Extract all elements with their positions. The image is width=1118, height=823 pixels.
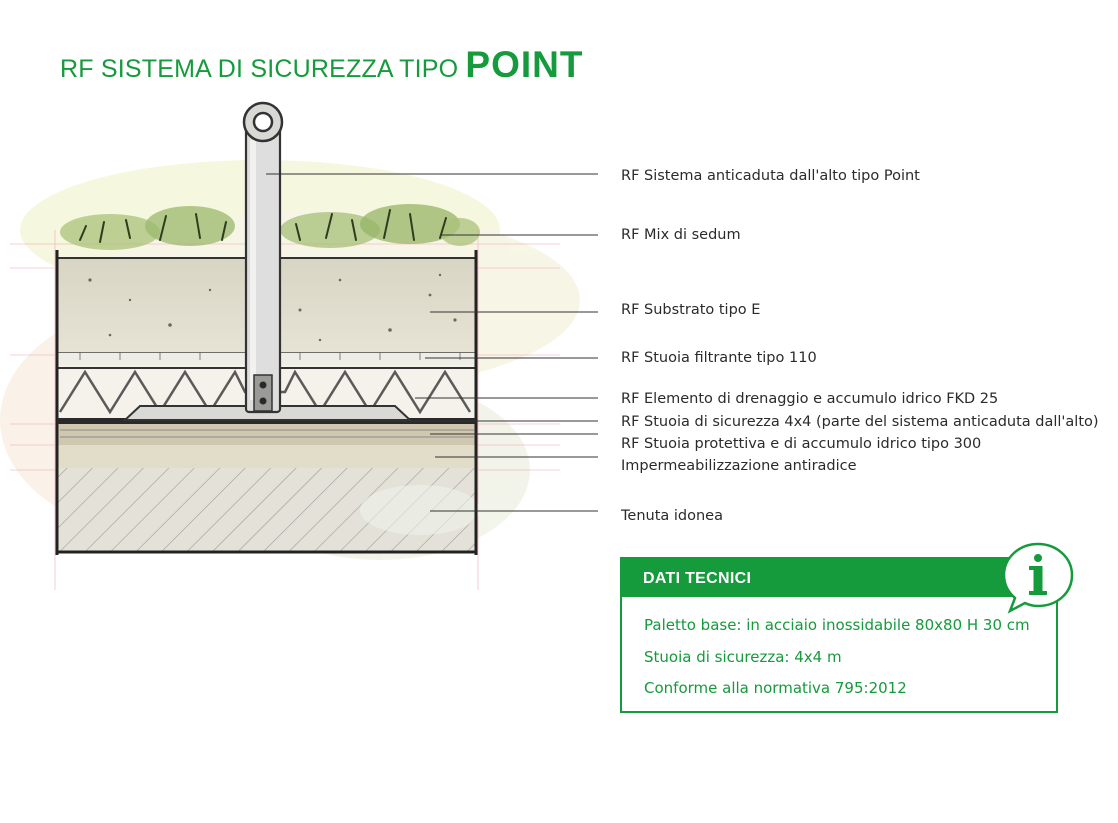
title-strong: POINT — [465, 44, 584, 85]
post-bolt-plate — [254, 375, 272, 411]
tech-item-post: Paletto base: in acciaio inossidabile 80x80 H 30 cm — [644, 616, 1030, 634]
label-waterproofing: Impermeabilizzazione antiradice — [621, 458, 857, 474]
title-main: RF SISTEMA DI SICUREZZA TIPO — [60, 55, 459, 83]
layer-protective-mat — [57, 424, 476, 445]
tech-item-norm: Conforme alla normativa 795:2012 — [644, 679, 907, 697]
tech-item-mat: Stuoia di sicurezza: 4x4 m — [644, 648, 842, 666]
technical-data-header: DATI TECNICI — [622, 559, 1056, 597]
info-icon — [1000, 541, 1076, 615]
label-protective-mat: RF Stuoia protettiva e di accumulo idrico tipo 300 — [621, 436, 982, 452]
label-base-seal: Tenuta idonea — [621, 508, 723, 524]
technical-data-box — [620, 557, 1058, 713]
layer-waterproofing — [57, 445, 476, 468]
label-drainage: RF Elemento di drenaggio e accumulo idrico FKD 25 — [621, 391, 999, 407]
label-safety-mat: RF Stuoia di sicurezza 4x4 (parte del sistema anticaduta dall'alto) — [621, 414, 1099, 430]
label-point-system: RF Sistema anticaduta dall'alto tipo Point — [621, 168, 920, 184]
label-substrate: RF Substrato tipo E — [621, 302, 761, 318]
label-filter-mat: RF Stuoia filtrante tipo 110 — [621, 350, 817, 366]
label-sedum: RF Mix di sedum — [621, 227, 741, 243]
